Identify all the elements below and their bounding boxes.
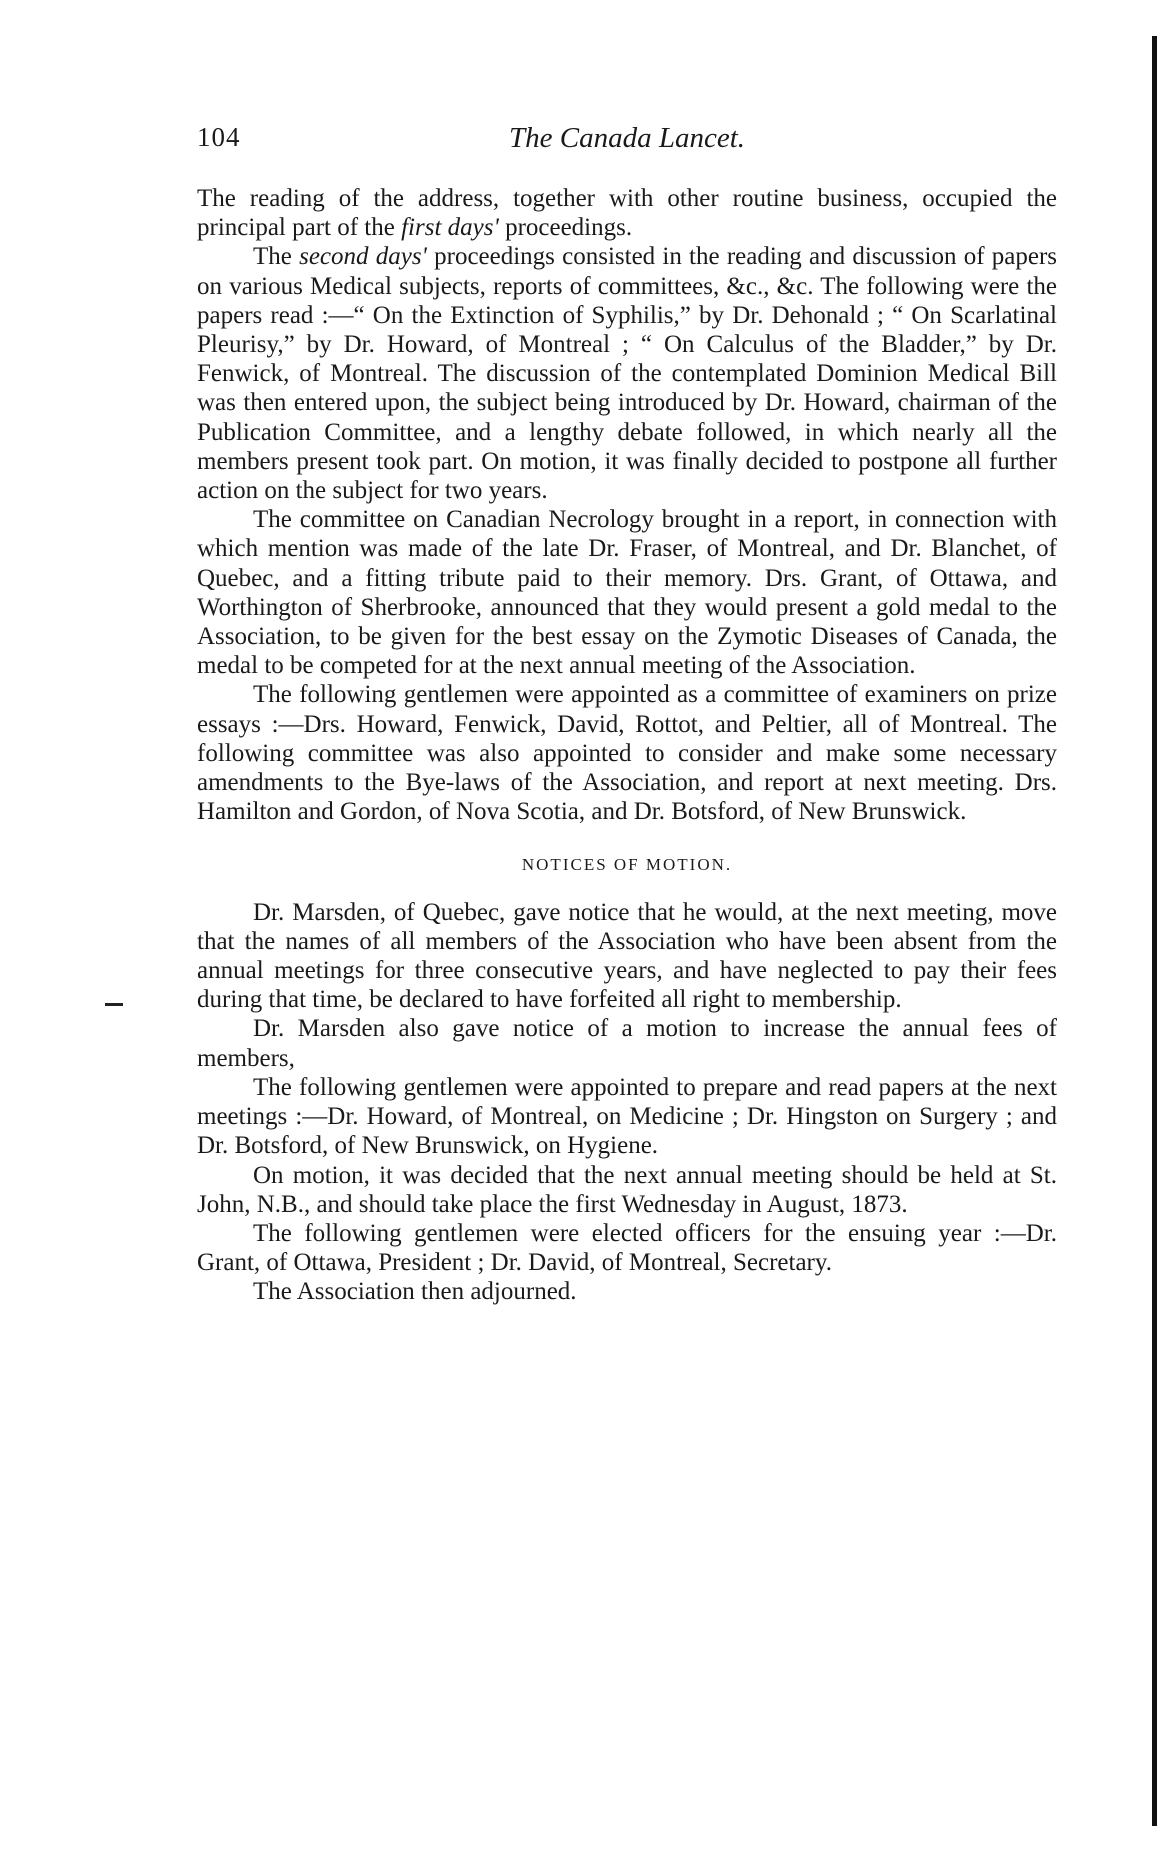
- page-number: 104: [197, 122, 241, 152]
- paragraph-examiners: The following gentlemen were appointed as a committee of examiners on prize essays :—Drs. Howard, Fenwick, David, Rottot, and Peltier, all of Montreal. The following committee was also appointed to consider and make some necessary amendments to the Bye-laws of the Association, and report at next meeting. Drs. Hamilton and Gordon, of Nova Scotia, and Dr. Botsford, of New Brunswick.: [197, 681, 1057, 826]
- article-body: [197, 184, 1057, 1307]
- paragraph-text: proceedings consisted in the reading and discussion of papers on various Medical subjects, reports of committees, &c., &c. The following were the papers read :—“ On the Extinction of Syphilis,” by Dr. Dehonald ; “ On Scarlatinal Pleurisy,” by Dr. Howard, of Montreal ; “ On Calculus of the Bladder,” by Dr. Fenwick, of Montreal. The discussion of the contemplated Dominion Medical Bill was then entered upon, the subject being introduced by Dr. Howard, chairman of the Publication Committee, and a lengthy debate followed, in which nearly all the members present took part. On motion, it was finally decided to postpone all further action on the subject for two years.: [197, 243, 1057, 505]
- paragraph-text: The reading of the address, together with other routine business, occupied the principal part of the: [197, 185, 1057, 242]
- paragraph-next-meeting: On motion, it was decided that the next annual meeting should be held at St. John, N.B., and should take place the first Wednesday in August, 1873.: [197, 1161, 1057, 1218]
- paragraph-adjourned: The Association then adjourned.: [253, 1278, 577, 1306]
- italic-phrase: first days': [401, 214, 499, 242]
- page-edge-line: [1152, 36, 1157, 1826]
- page-header: [197, 122, 1057, 162]
- paragraph-text: proceedings.: [505, 214, 633, 242]
- paragraph-papers: The following gentlemen were appointed to prepare and read papers at the next meetings :—Dr. Howard, of Montreal, on Medicine ; Dr. Hingston on Surgery ; and Dr. Botsford, of New Brunswick, on Hygiene.: [197, 1073, 1057, 1160]
- section-heading: NOTICES OF MOTION.: [521, 855, 733, 875]
- paragraph-marsden-notice: Dr. Marsden, of Quebec, gave notice that he would, at the next meeting, move that the names of all members of the Association who have been absent from the annual meetings for three consecutive years, and have neglected to pay their fees during that time, be declared to have forfeited all right to membership.: [197, 898, 1057, 1014]
- running-title: The Canada Lancet.: [508, 122, 746, 154]
- paragraph-first-day: [197, 184, 1057, 242]
- paragraph-annual-fees: Dr. Marsden also gave notice of a motion to increase the annual fees of members,: [197, 1015, 1057, 1072]
- paragraph-second-day: [197, 242, 1057, 505]
- paragraph-text: The: [253, 243, 292, 271]
- paragraph-officers: The following gentlemen were elected officers for the ensuing year :—Dr. Grant, of Ottawa, President ; Dr. David, of Montreal, Secretary.: [197, 1219, 1057, 1277]
- paragraph-necrology: The committee on Canadian Necrology brought in a report, in connection with which mention was made of the late Dr. Fraser, of Montreal, and Dr. Blanchet, of Quebec, and a fitting tribute paid to their memory. Drs. Grant, of Ottawa, and Worthington of Sherbrooke, announced that they would present a gold medal to the Association, to be given for the best essay on the Zymotic Diseases of Canada, the medal to be competed for at the next annual meeting of the Association.: [197, 506, 1057, 680]
- italic-phrase: second days': [299, 243, 427, 271]
- margin-mark: [105, 1003, 123, 1006]
